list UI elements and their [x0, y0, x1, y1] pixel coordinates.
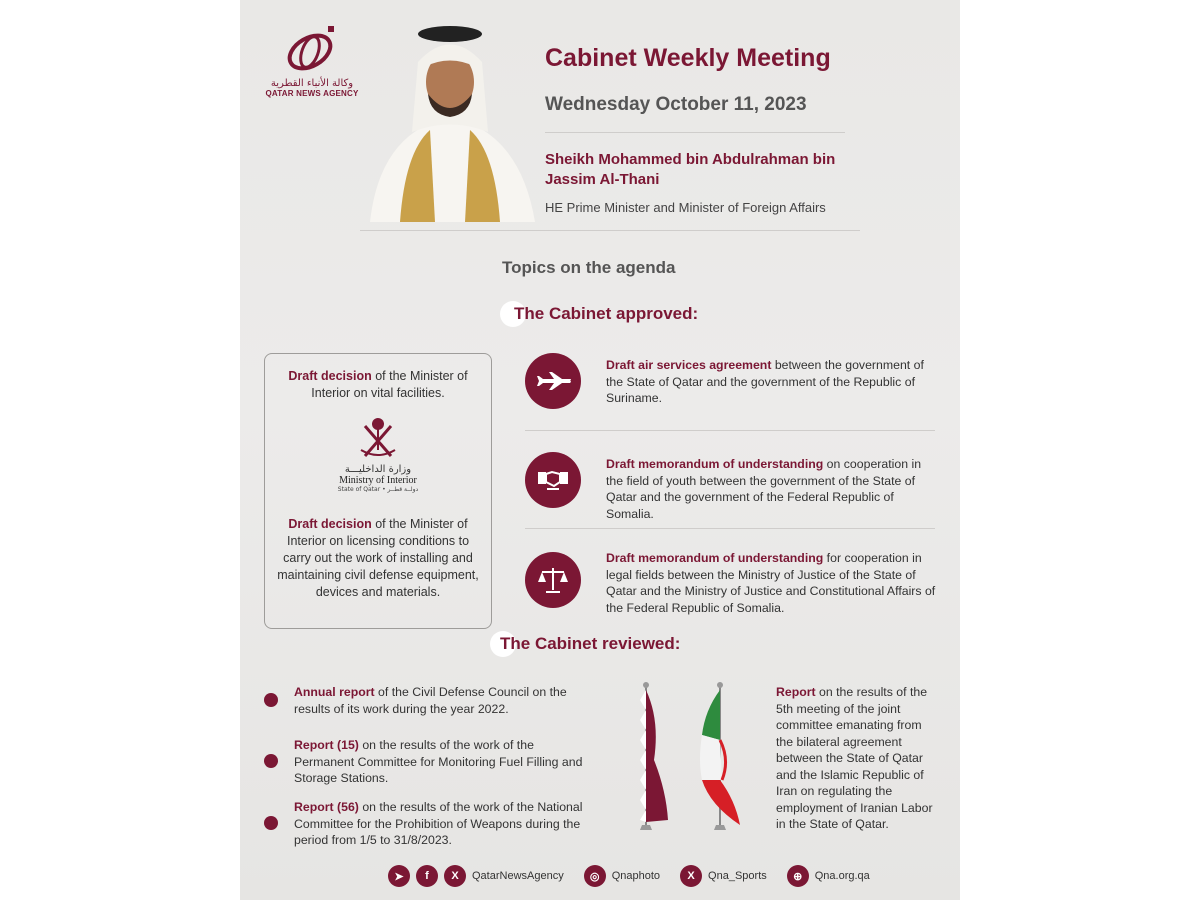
divider	[545, 132, 845, 133]
reviewed-iran-report: Report on the results of the 5th meeting of the joint committee emanating from the bilateral agreement between the State of Qatar and the Islamic Republic of Iran on regulating the employment of Iranian Labor in the State of Qatar.	[776, 685, 933, 831]
ministry-english: Ministry of Interior	[339, 475, 417, 486]
pm-role: HE Prime Minister and Minister of Foreign Affairs	[545, 200, 826, 215]
bullet-icon	[264, 693, 278, 707]
handle-qatarnewsagency[interactable]: QatarNewsAgency	[472, 870, 564, 882]
reviewed-item-1: Annual report of the Civil Defense Council on the results of its work during the year 2022.	[294, 685, 567, 716]
qna-logo	[262, 22, 362, 98]
prime-minister-portrait	[360, 22, 540, 222]
telegram-icon[interactable]: ➤	[388, 865, 410, 887]
handle-qnaphoto[interactable]: Qnaphoto	[611, 870, 661, 882]
reviewed-item-2: Report (15) on the results of the work of the Permanent Committee for Monitoring Fuel Filling and Storage Stations.	[294, 738, 583, 785]
box-item-2: Draft decision of the Minister of Interior on licensing conditions to carry out the work of installing and maintaining civil defense equipment, devices and materials.	[277, 517, 479, 599]
airplane-icon	[525, 353, 581, 409]
divider	[360, 230, 860, 231]
globe-icon[interactable]: ⊕	[787, 865, 809, 887]
website-link[interactable]: Qna.org.qa	[814, 870, 870, 882]
ministry-interior-box	[264, 353, 492, 629]
divider	[525, 528, 935, 529]
iran-flag-icon	[702, 690, 720, 740]
reviewed-heading: The Cabinet reviewed:	[500, 634, 681, 653]
infographic-poster	[240, 0, 960, 900]
qatar-iran-flags	[610, 680, 770, 840]
social-footer	[388, 862, 870, 890]
ministry-logo	[305, 416, 451, 493]
logo-arabic-text: وكالة الأنباء القطرية	[270, 78, 354, 89]
facebook-icon[interactable]: f	[416, 865, 438, 887]
ministry-subtitle: State of Qatar • دولــة قطــر	[337, 486, 419, 493]
approved-item-1: Draft air services agreement between the government of the State of Qatar and the government of the Republic of Suriname.	[606, 358, 924, 405]
meeting-date: Wednesday October 11, 2023	[545, 94, 807, 115]
approved-item-2: Draft memorandum of understanding on cooperation in the field of youth between the government of the State of Qatar and the government of the Federal Republic of Somalia.	[606, 457, 922, 521]
box-item-1: Draft decision of the Minister of Interior on vital facilities.	[288, 369, 468, 400]
ministry-emblem-icon	[355, 416, 401, 460]
reviewed-item-3: Report (56) on the results of the work of the National Committee for the Prohibition of Weapons during the period from 1/5 to 31/8/2023.	[294, 800, 583, 847]
handshake-icon	[525, 452, 581, 508]
bullet-icon	[264, 816, 278, 830]
handle-qna-sports[interactable]: Qna_Sports	[708, 870, 767, 882]
ministry-arabic: وزارة الداخليـــة	[344, 464, 412, 475]
instagram-icon[interactable]: ◎	[584, 865, 606, 887]
x-icon[interactable]: X	[680, 865, 702, 887]
divider	[525, 430, 935, 431]
topics-heading: Topics on the agenda	[502, 258, 676, 277]
qna-emblem-icon	[280, 22, 344, 76]
approved-item-3: Draft memorandum of understanding for cooperation in legal fields between the Ministry of Justice of the State of Qatar and the Ministry of Justice and Constitutional Affairs of the Federal Republic of Somalia.	[606, 551, 936, 615]
approved-heading: The Cabinet approved:	[514, 304, 699, 323]
qatar-flag-icon	[646, 690, 668, 822]
x-icon[interactable]: X	[444, 865, 466, 887]
scales-icon	[525, 552, 581, 608]
pm-name: Sheikh Mohammed bin Abdulrahman bin Jassim Al-Thani	[545, 151, 836, 188]
logo-english-text: QATAR NEWS AGENCY	[265, 89, 359, 98]
page-title: Cabinet Weekly Meeting	[545, 44, 831, 72]
bullet-icon	[264, 754, 278, 768]
